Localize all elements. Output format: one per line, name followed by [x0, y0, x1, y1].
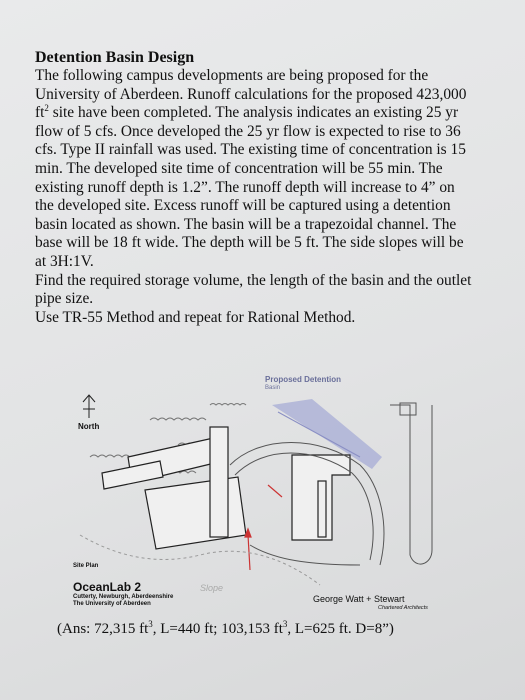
exponent-3-b: 3 — [282, 619, 288, 629]
method-paragraph: Use TR-55 Method and repeat for Rational Method. — [35, 308, 356, 326]
oceanlab-title: OceanLab 2 — [73, 580, 142, 594]
architect-sublabel: Chartered Architects — [378, 605, 428, 611]
answer-part-1: (Ans: 72,315 ft — [57, 621, 149, 637]
site-plan-drawing — [60, 365, 460, 610]
architect-label: George Watt + Stewart — [313, 594, 405, 604]
north-label: North — [78, 422, 100, 431]
problem-text-part-2: site have been completed. The analysis indicates an existing 25 yr flow of 5 cfs. Once developed the 25 yr flow is expected to rise to 36 cfs. Type II rainfall was used. The existing time of concentration is 15 min. The developed site time of concentration will be 55 min. The existing runoff depth is 1.2”. The runoff depth will increase to 4” on the developed site. Excess runoff will be captured using a detention basin located as shown. The basin will be a trapezoidal channel. The base will be 18 ft wide. The depth will be 5 ft. The side slopes will be at 3H:1V. — [35, 104, 466, 270]
problem-paragraph — [35, 67, 475, 272]
proposed-basin-label: Proposed Detention — [265, 375, 342, 384]
task-paragraph: Find the required storage volume, the length of the basin and the outlet pipe size. — [35, 271, 472, 308]
university-label: The University of Aberdeen — [73, 601, 151, 607]
site-plan-label: Site Plan — [73, 563, 99, 569]
problem-text — [35, 48, 475, 327]
site-plan-figure — [60, 365, 460, 610]
oceanlab-address: Cutterty, Newburgh, Aberdeenshire — [73, 594, 174, 600]
document-title: Detention Basin Design — [35, 49, 195, 66]
flow-arrows — [245, 485, 282, 570]
exponent-2: 2 — [44, 103, 49, 114]
exponent-3-a: 3 — [148, 619, 153, 629]
problem-text-part-1: The following campus developments are being proposed for the University of Aberdeen. Runoff calculations for the proposed 423,000 ft — [35, 67, 467, 122]
answer-line — [57, 620, 394, 638]
answer-part-2: , L=440 ft; 103,153 ft — [152, 621, 283, 637]
proposed-basin-sublabel: Basin — [265, 385, 281, 391]
answer-part-3: , L=625 ft. D=8”) — [287, 621, 394, 637]
buildings — [102, 427, 350, 549]
slope-label: Slope — [200, 583, 224, 593]
north-arrow-icon — [83, 395, 95, 418]
